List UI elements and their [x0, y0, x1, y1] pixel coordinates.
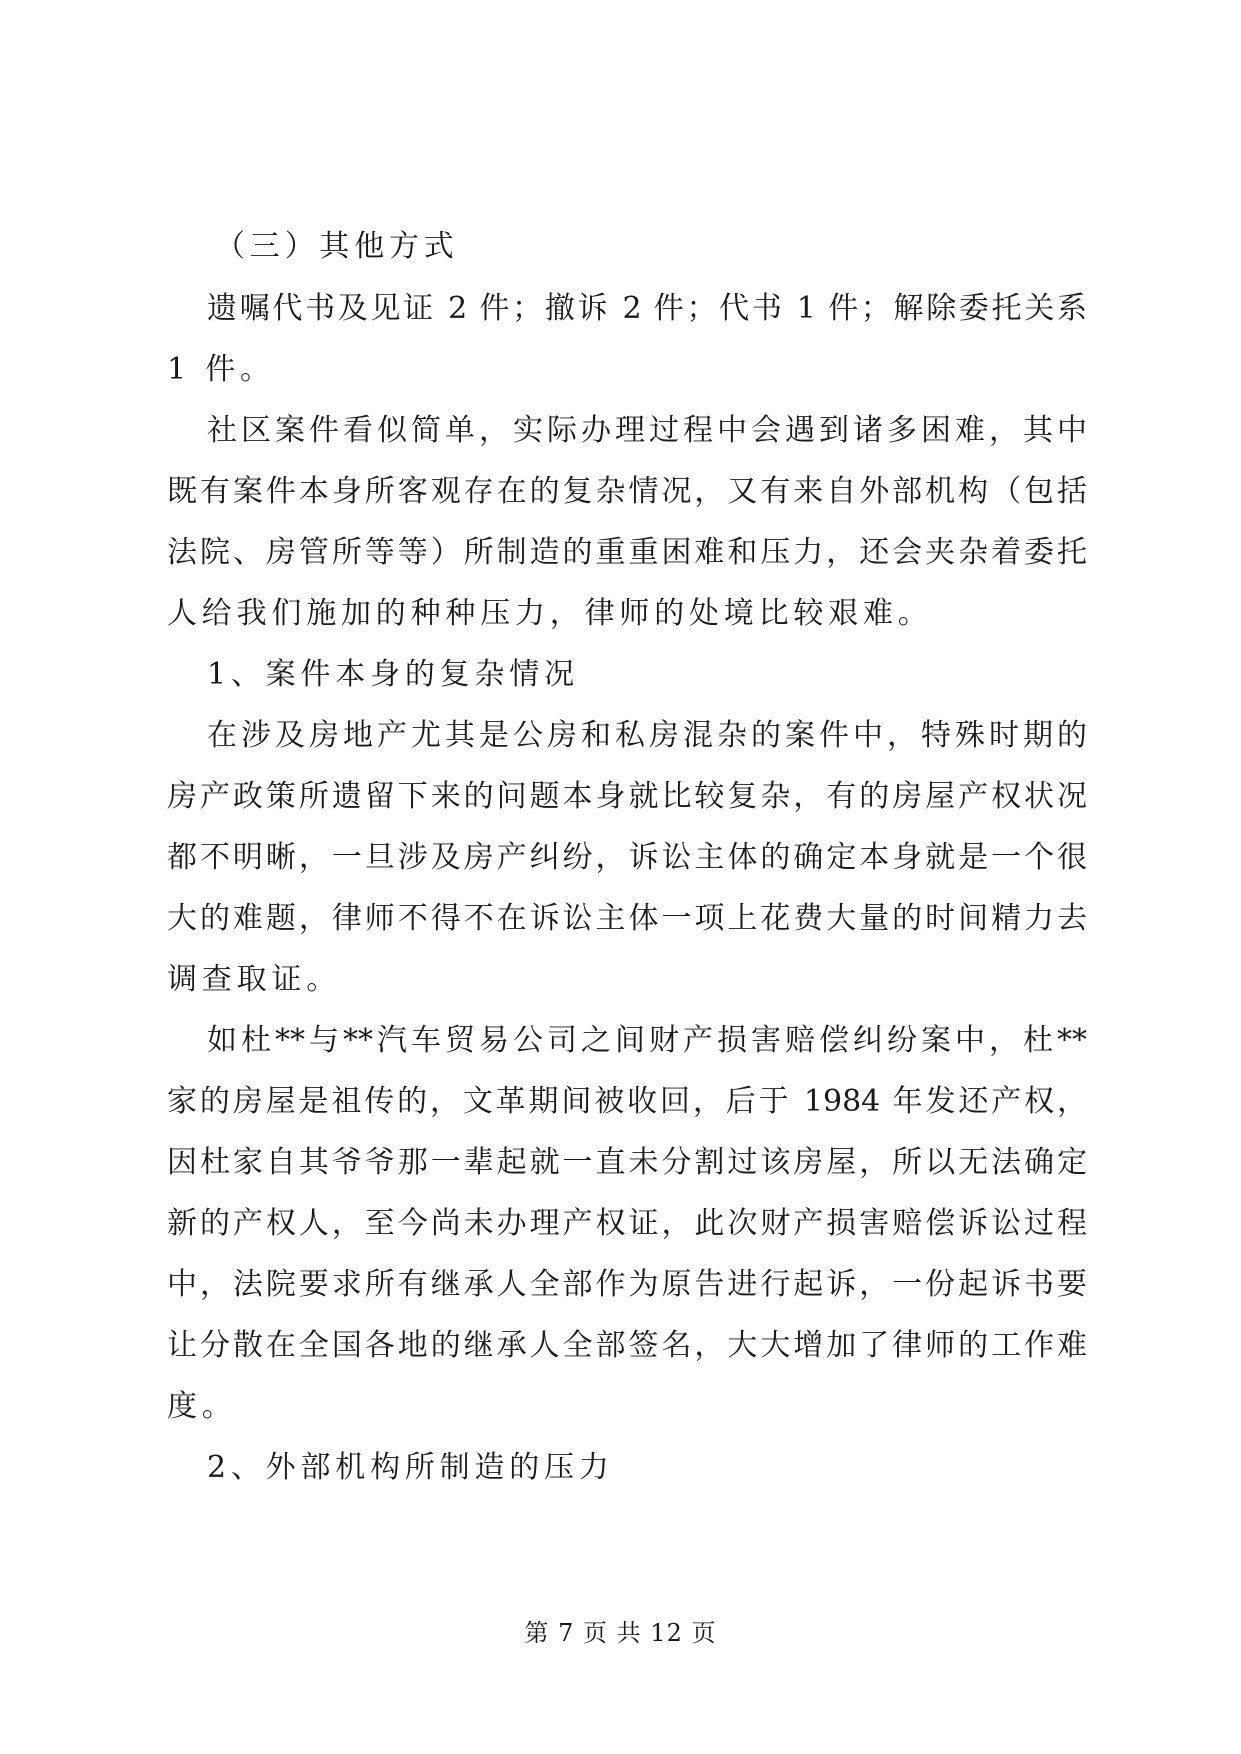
paragraph-line: 中，法院要求所有继承人全部作为原告进行起诉，一份起诉书要	[167, 1267, 1087, 1302]
page-number-footer: 第 7 页 共 12 页	[524, 1619, 717, 1647]
paragraph-line: 在涉及房地产尤其是公房和私房混杂的案件中，特殊时期的	[207, 718, 1087, 753]
paragraph-line: 新的产权人，至今尚未办理产权证，此次财产损害赔偿诉讼过程	[167, 1206, 1087, 1241]
section-heading: （三）其他方式	[215, 229, 459, 264]
subsection-heading: 2、外部机构所制造的压力	[207, 1450, 614, 1485]
paragraph-line: 社区案件看似简单，实际办理过程中会遇到诸多困难，其中	[207, 413, 1087, 448]
paragraph-line: 既有案件本身所客观存在的复杂情况，又有来自外部机构（包括	[167, 474, 1087, 509]
paragraph-line: 大的难题，律师不得不在诉讼主体一项上花费大量的时间精力去	[167, 901, 1087, 936]
paragraph-line: 因杜家自其爷爷那一辈起就一直未分割过该房屋，所以无法确定	[167, 1145, 1087, 1180]
paragraph-line: 遗嘱代书及见证 2 件；撤诉 2 件；代书 1 件；解除委托关系	[207, 291, 1087, 326]
paragraph-line: 度。	[167, 1389, 237, 1424]
paragraph-line: 法院、房管所等等）所制造的重重困难和压力，还会夹杂着委托	[167, 535, 1087, 570]
paragraph-line: 人给我们施加的种种压力，律师的处境比较艰难。	[167, 596, 933, 631]
paragraph-line: 家的房屋是祖传的，文革期间被收回，后于 1984 年发还产权，	[167, 1084, 1087, 1119]
paragraph-line: 都不明晰，一旦涉及房产纠纷，诉讼主体的确定本身就是一个很	[167, 840, 1087, 875]
paragraph-line: 调查取证。	[167, 962, 341, 997]
paragraph-line: 让分散在全国各地的继承人全部签名，大大增加了律师的工作难	[167, 1328, 1087, 1363]
paragraph-line: 如杜**与**汽车贸易公司之间财产损害赔偿纠纷案中，杜**	[207, 1023, 1087, 1058]
paragraph-line: 1 件。	[167, 352, 275, 387]
paragraph-line: 房产政策所遗留下来的问题本身就比较复杂，有的房屋产权状况	[167, 779, 1087, 814]
subsection-heading: 1、案件本身的复杂情况	[207, 657, 579, 692]
